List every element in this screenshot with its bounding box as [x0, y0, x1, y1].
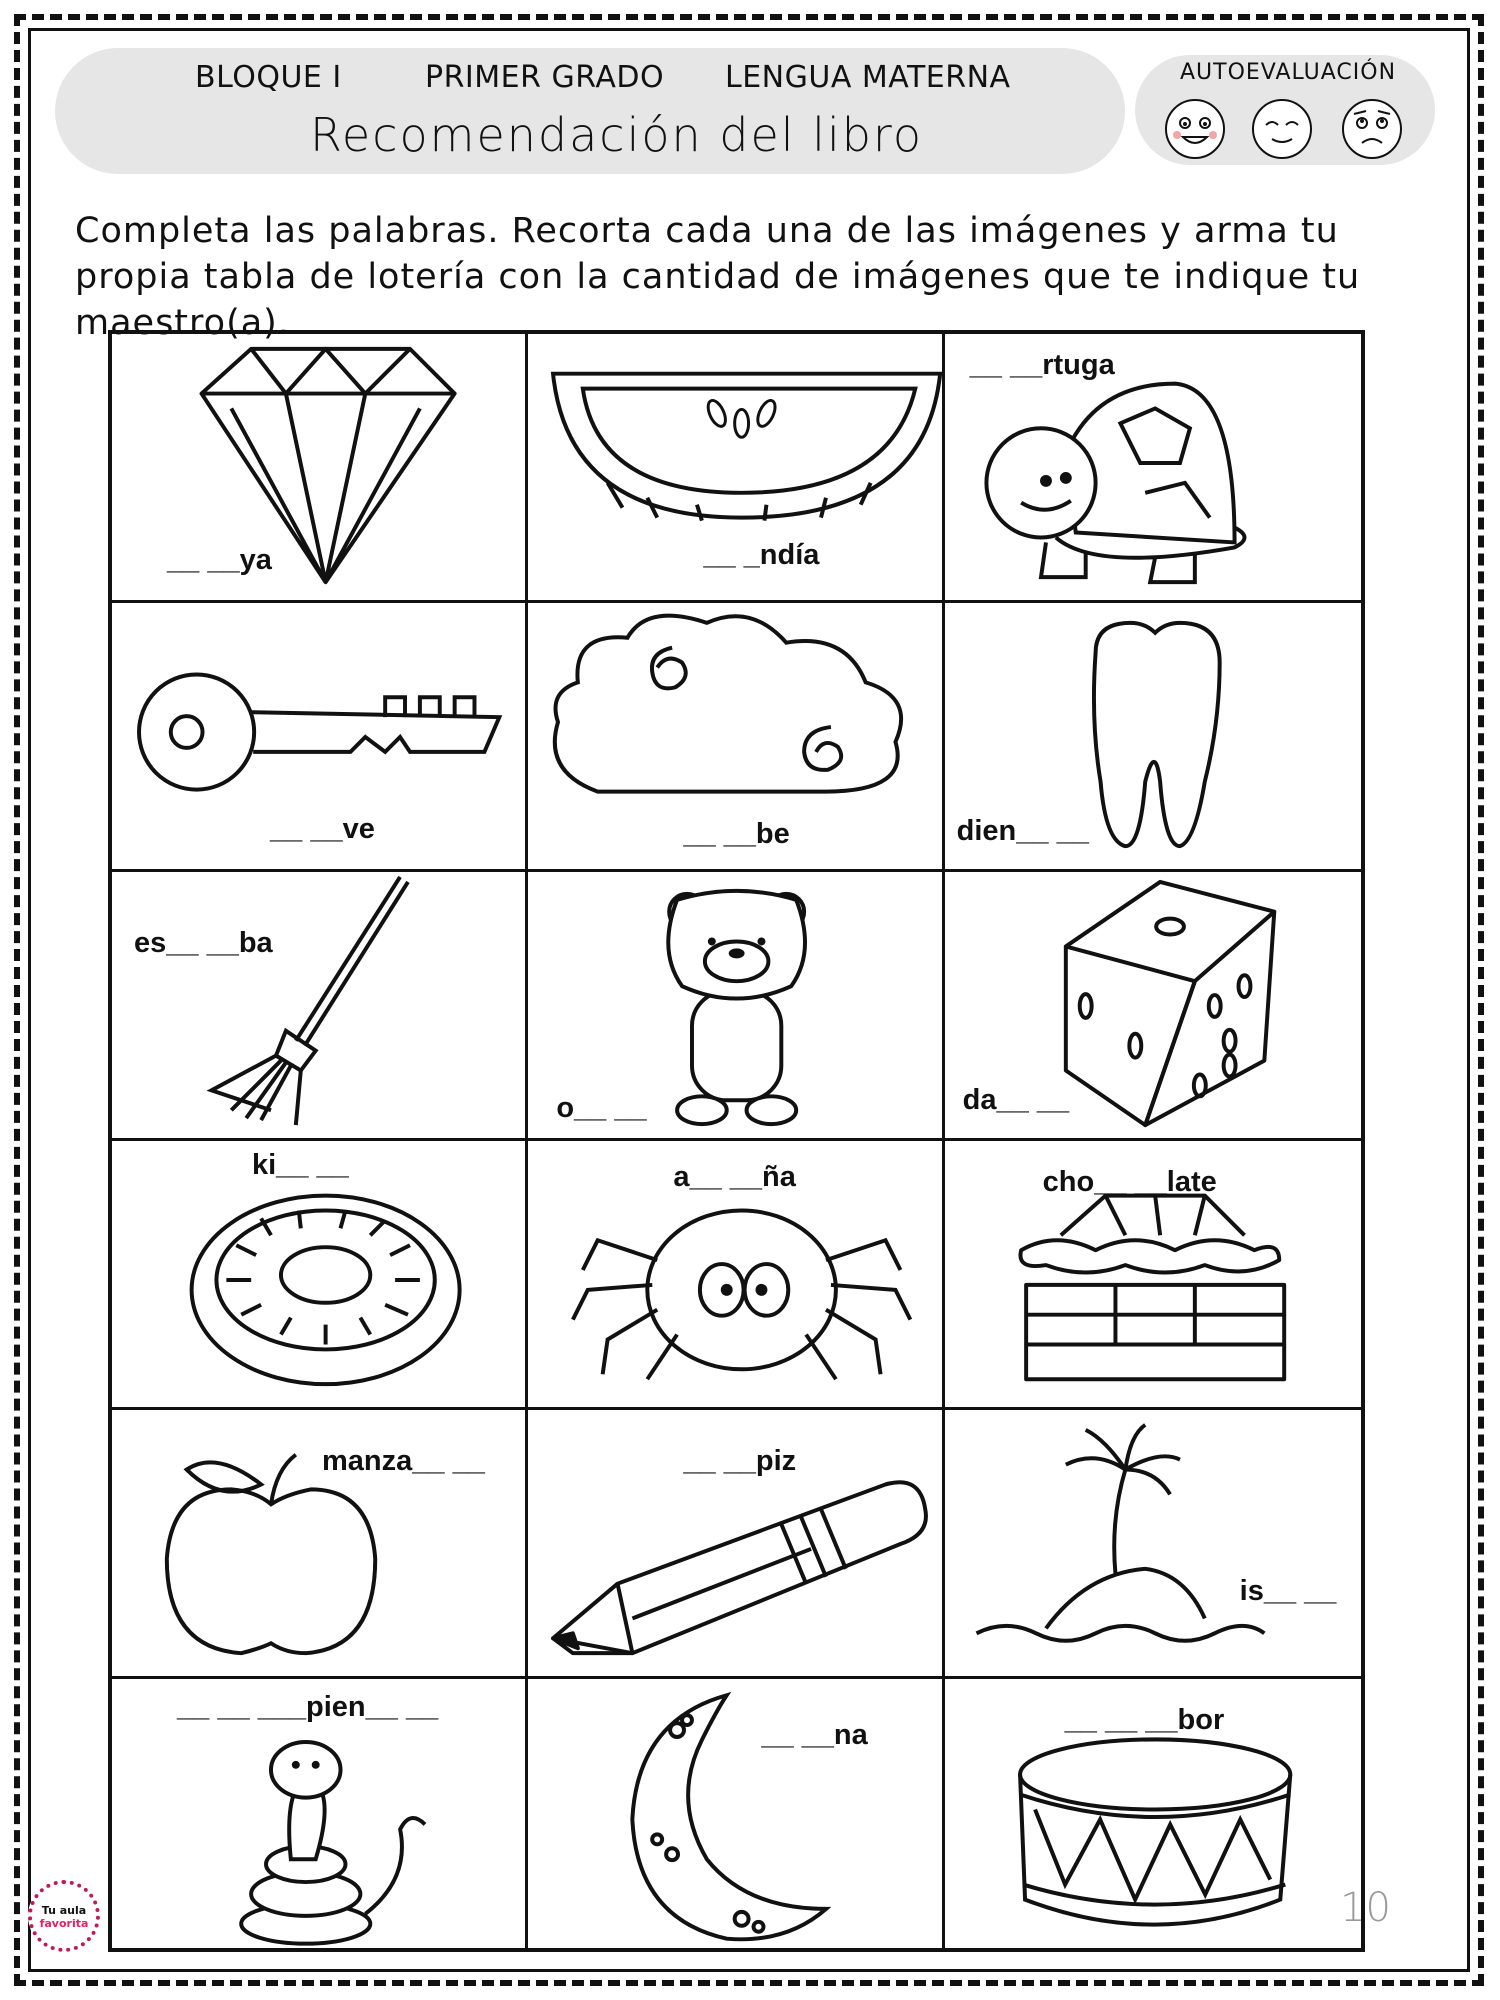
page-number: 10 — [1340, 1885, 1391, 1931]
card-turtle[interactable] — [945, 334, 1361, 603]
card-tooth[interactable] — [945, 603, 1361, 872]
word-prompt: __ __rtuga — [969, 349, 1115, 381]
word-prompt: __ __ve — [270, 813, 375, 845]
sad-face-icon[interactable] — [1340, 97, 1404, 161]
happy-face-icon[interactable] — [1163, 97, 1227, 161]
word-prompt: manza__ __ — [322, 1445, 485, 1477]
content-face-icon[interactable] — [1250, 97, 1314, 161]
word-prompt: is__ __ — [1239, 1575, 1337, 1607]
word-prompt: __ __na — [761, 1719, 868, 1751]
card-broom[interactable] — [112, 872, 528, 1141]
grade-label: PRIMER GRADO — [425, 60, 665, 95]
word-prompt: __ __ ___pien__ __ — [177, 1691, 439, 1723]
island-icon — [945, 1410, 1361, 1676]
card-key[interactable] — [112, 603, 528, 872]
card-drum[interactable] — [945, 1679, 1361, 1948]
moon-icon — [528, 1679, 941, 1948]
logo-line-2: favorita — [39, 1917, 89, 1930]
card-apple[interactable] — [112, 1410, 528, 1679]
card-pencil[interactable] — [528, 1410, 944, 1679]
word-prompt: __ __be — [683, 818, 790, 850]
word-prompt: __ __ __bor — [1064, 1704, 1225, 1736]
lottery-grid — [108, 330, 1365, 1952]
logo-line-1: Tu aula — [41, 1904, 87, 1917]
word-prompt: da__ __ — [962, 1084, 1070, 1116]
card-watermelon[interactable] — [528, 334, 944, 603]
instructions-text: Completa las palabras. Recorta cada una de las imágenes y arma tu propia tabla de lotería con la cantidad de imágenes que te indique tu maestro(a). — [75, 211, 1361, 343]
word-prompt: __ __ya — [167, 544, 272, 576]
word-prompt: ki__ __ — [252, 1149, 349, 1181]
word-prompt: __ _ndía — [703, 539, 820, 571]
word-prompt: o__ __ — [556, 1092, 647, 1124]
word-prompt: a__ __ña — [673, 1161, 796, 1193]
card-bear[interactable] — [528, 872, 944, 1141]
card-kiwi[interactable] — [112, 1141, 528, 1410]
word-prompt: es__ __ba — [134, 927, 273, 959]
block-label: BLOQUE I — [195, 60, 342, 95]
word-prompt: __ __piz — [683, 1445, 797, 1477]
card-diamond[interactable] — [112, 334, 528, 603]
publisher-logo — [28, 1880, 100, 1952]
card-snake[interactable] — [112, 1679, 528, 1948]
page-title: Recomendación del libro — [310, 108, 923, 162]
subject-label: LENGUA MATERNA — [725, 60, 1011, 95]
card-cloud[interactable] — [528, 603, 944, 872]
card-chocolate[interactable] — [945, 1141, 1361, 1410]
card-spider[interactable] — [528, 1141, 944, 1410]
broom-icon — [112, 872, 525, 1138]
card-island[interactable] — [945, 1410, 1361, 1679]
word-prompt: dien__ __ — [956, 815, 1089, 847]
word-prompt: cho__ __late — [1042, 1166, 1217, 1198]
self-evaluation-label: AUTOEVALUACIÓN — [1180, 60, 1397, 85]
card-die[interactable] — [945, 872, 1361, 1141]
card-moon[interactable] — [528, 1679, 944, 1948]
